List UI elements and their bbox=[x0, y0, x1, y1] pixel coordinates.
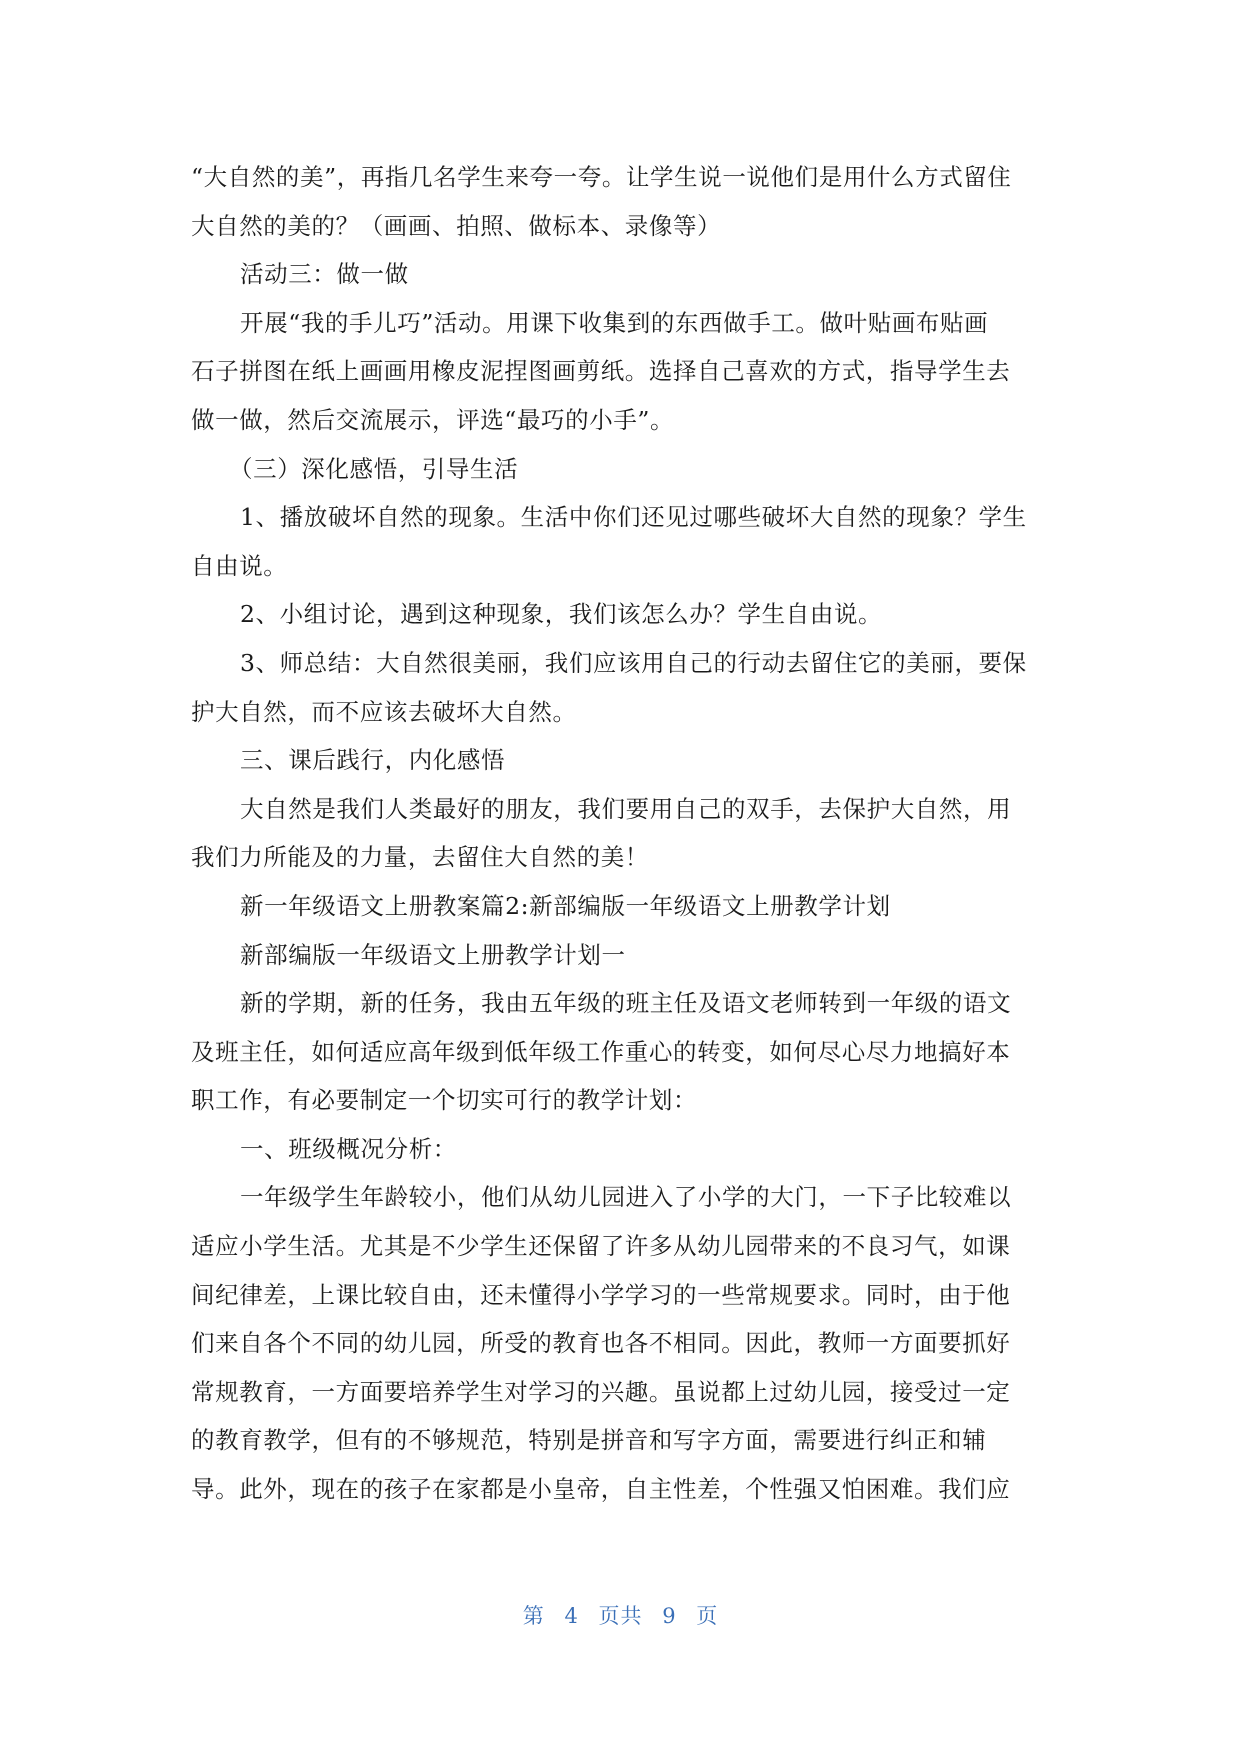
text-line: 3、师总结：大自然很美丽，我们应该用自己的行动去留住它的美丽，要保 bbox=[240, 648, 1027, 677]
text-line: 一、班级概况分析： bbox=[240, 1134, 457, 1163]
text-line: 新一年级语文上册教案篇2:新部编版一年级语文上册教学计划 bbox=[240, 891, 891, 920]
text-line: 自由说。 bbox=[191, 551, 288, 580]
text-line: 活动三：做一做 bbox=[240, 260, 409, 289]
document-body bbox=[191, 153, 1058, 1514]
text-line: 我们力所能及的力量，去留住大自然的美！ bbox=[191, 843, 649, 872]
text-line: 大自然的美的？（画画、拍照、做标本、录像等） bbox=[191, 211, 722, 240]
text-line: 职工作，有必要制定一个切实可行的教学计划： bbox=[191, 1086, 698, 1115]
text-line: 护大自然，而不应该去破坏大自然。 bbox=[191, 697, 577, 726]
page-footer-prefix: 第 bbox=[522, 1604, 545, 1628]
text-line: 新部编版一年级语文上册教学计划一 bbox=[240, 940, 626, 969]
text-line: 做一做，然后交流展示，评选“最巧的小手”。 bbox=[191, 405, 675, 434]
text-line: “大自然的美”，再指几名学生来夸一夸。让学生说一说他们是用什么方式留住 bbox=[191, 163, 1012, 191]
text-line: 开展“我的手儿巧”活动。用课下收集到的东西做手工。做叶贴画布贴画 bbox=[240, 308, 989, 337]
text-line: 常规教育，一方面要培养学生对学习的兴趣。虽说都上过幼儿园，接受过一定 bbox=[191, 1377, 1011, 1406]
text-line: 2、小组讨论，遇到这种现象，我们该怎么办？学生自由说。 bbox=[240, 600, 883, 629]
text-line: 的教育教学，但有的不够规范，特别是拼音和写字方面，需要进行纠正和辅 bbox=[191, 1426, 987, 1455]
text-line: 1、播放破坏自然的现象。生活中你们还见过哪些破坏大自然的现象？学生 bbox=[240, 503, 1027, 532]
text-line: 导。此外，现在的孩子在家都是小皇帝，自主性差，个性强又怕困难。我们应 bbox=[191, 1475, 1011, 1504]
page-number-total: 9 bbox=[662, 1604, 677, 1628]
text-line: 三、课后践行，内化感悟 bbox=[240, 746, 506, 775]
page-footer bbox=[0, 1600, 1241, 1630]
text-line: 一年级学生年龄较小，他们从幼儿园进入了小学的大门，一下子比较难以 bbox=[240, 1183, 1012, 1212]
text-line: 及班主任，如何适应高年级到低年级工作重心的转变，如何尽心尽力地搞好本 bbox=[191, 1037, 1011, 1066]
page-number-current: 4 bbox=[564, 1604, 579, 1628]
text-line: 们来自各个不同的幼儿园，所受的教育也各不相同。因此，教师一方面要抓好 bbox=[191, 1329, 1011, 1358]
text-line: 大自然是我们人类最好的朋友，我们要用自己的双手，去保护大自然，用 bbox=[240, 794, 1012, 823]
text-line: （三）深化感悟，引导生活 bbox=[229, 454, 519, 483]
text-line: 新的学期，新的任务，我由五年级的班主任及语文老师转到一年级的语文 bbox=[240, 989, 1012, 1018]
page-footer-suffix: 页 bbox=[696, 1604, 719, 1628]
text-line: 石子拼图在纸上画画用橡皮泥捏图画剪纸。选择自己喜欢的方式，指导学生去 bbox=[191, 357, 1011, 386]
text-line: 间纪律差，上课比较自由，还未懂得小学学习的一些常规要求。同时，由于他 bbox=[191, 1280, 1011, 1309]
page-footer-middle: 页共 bbox=[598, 1604, 643, 1628]
text-line: 适应小学生活。尤其是不少学生还保留了许多从幼儿园带来的不良习气，如课 bbox=[191, 1232, 1011, 1261]
